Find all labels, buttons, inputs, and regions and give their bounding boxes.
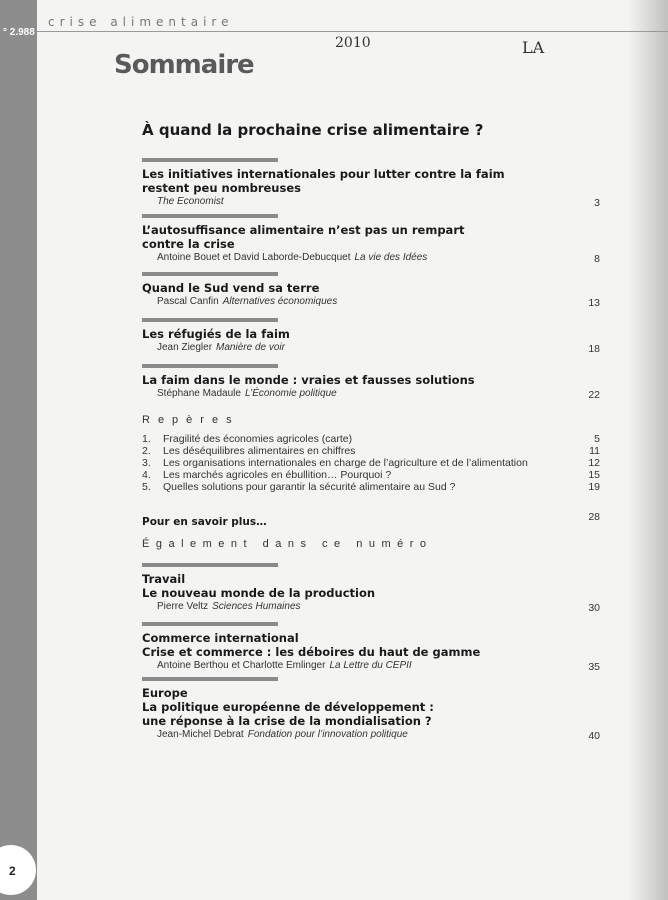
entry-page: 3 [594, 197, 600, 209]
entry-title: Quand le Sud vend sa terre [142, 281, 320, 295]
reperes-label: Repères [142, 414, 240, 426]
entry-bar [142, 272, 278, 276]
entry-source: Antoine Bouet et David Laborde-Debucquet La vie des Idées [157, 252, 428, 263]
page-title: Sommaire [114, 50, 254, 80]
toc-entry[interactable] [142, 563, 600, 614]
entry-source: Pascal Canfin Alternatives économiques [157, 296, 338, 307]
entry-title: L’autosuffisance alimentaire n’est pas un rempart contre la crise [142, 223, 465, 251]
entry-title: La faim dans le monde : vraies et fausses solutions [142, 373, 475, 387]
entry-title: Travail Le nouveau monde de la production [142, 572, 376, 600]
further-reading-page: 28 [588, 511, 600, 523]
toc-entry[interactable] [142, 318, 600, 355]
entry-bar [142, 622, 278, 626]
section-header: crise alimentaire [48, 15, 234, 29]
handwritten-mark: LA [522, 38, 545, 57]
entry-source: Jean-Michel Debrat Fondation pour l’innovation politique [157, 729, 408, 740]
toc-entry[interactable] [142, 364, 600, 401]
reperes-item[interactable]: 1. Fragilité des économies agricoles (carte) 5 [142, 433, 600, 445]
reperes-item[interactable]: 5. Quelles solutions pour garantir la sécurité alimentaire au Sud ? 19 [142, 481, 600, 493]
toc-entry[interactable] [142, 272, 600, 309]
page-edge-shadow [628, 0, 668, 900]
entry-title: Les initiatives internationales pour lutter contre la faim restent peu nombreuses [142, 167, 505, 195]
toc-entry[interactable] [142, 158, 600, 209]
dossier-heading: À quand la prochaine crise alimentaire ? [142, 121, 484, 139]
entry-bar [142, 364, 278, 368]
reperes-item[interactable]: 4. Les marchés agricoles en ébullition… Pourquoi ? 15 [142, 469, 600, 481]
entry-bar [142, 318, 278, 322]
entry-title: Europe La politique européenne de développement : une réponse à la crise de la mondialisation ? [142, 686, 434, 728]
further-reading[interactable] [142, 510, 600, 529]
reperes-item[interactable]: 3. Les organisations internationales en charge de l’agriculture et de l’alimentation 12 [142, 457, 600, 469]
entry-page: 30 [588, 602, 600, 614]
entry-source: Antoine Berthou et Charlotte Emlinger La Lettre du CEPII [157, 660, 412, 671]
also-in-issue-label: Également dans ce numéro [142, 538, 433, 550]
entry-page: 18 [588, 343, 600, 355]
toc-entry[interactable] [142, 677, 600, 742]
entry-source: Pierre Veltz Sciences Humaines [157, 601, 301, 612]
further-reading-label: Pour en savoir plus… [142, 516, 267, 528]
reperes-item[interactable]: 2. Les déséquilibres alimentaires en chiffres 11 [142, 445, 600, 457]
entry-bar [142, 677, 278, 681]
entry-source: Stéphane Madaule L’Économie politique [157, 388, 337, 399]
toc-entry[interactable] [142, 214, 600, 265]
entry-page: 40 [588, 730, 600, 742]
issue-number: ° 2.988 [3, 27, 35, 38]
entry-page: 13 [588, 297, 600, 309]
entry-page: 22 [588, 389, 600, 401]
entry-source: The Economist [157, 196, 224, 207]
entry-bar [142, 158, 278, 162]
handwritten-year: 2010 [335, 35, 371, 51]
toc-entry[interactable] [142, 622, 600, 673]
reperes-list [142, 433, 600, 493]
entry-page: 8 [594, 253, 600, 265]
entry-bar [142, 214, 278, 218]
page-number: 2 [9, 864, 16, 878]
entry-page: 35 [588, 661, 600, 673]
header-rule [37, 31, 668, 32]
entry-source: Jean Ziegler Manière de voir [157, 342, 285, 353]
left-margin-band [0, 0, 37, 900]
entry-bar [142, 563, 278, 567]
entry-title: Les réfugiés de la faim [142, 327, 290, 341]
entry-title: Commerce international Crise et commerce : les déboires du haut de gamme [142, 631, 481, 659]
